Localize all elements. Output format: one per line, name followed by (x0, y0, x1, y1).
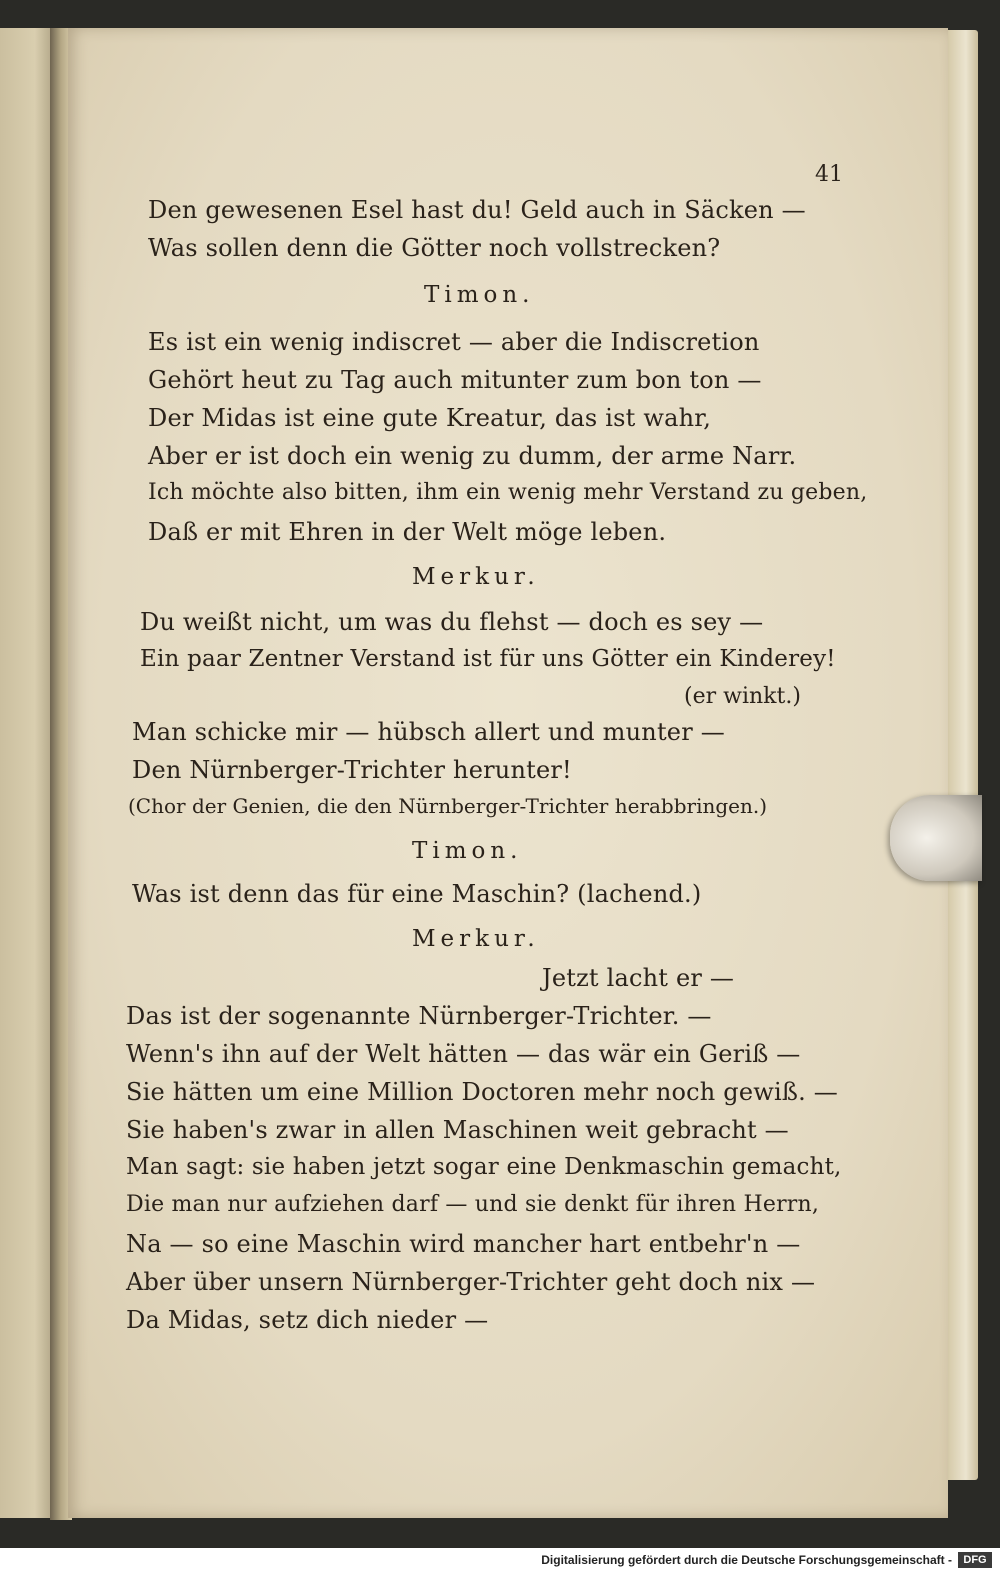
verse-line: Ich möchte also bitten, ihm ein wenig mehr Verstand zu geben, (148, 480, 868, 505)
verse-line: Aber über unsern Nürnberger-Trichter geht doch nix — (126, 1268, 816, 1296)
footer-credit: Digitalisierung gefördert durch die Deutsche Forschungsgemeinschaft - (541, 1553, 952, 1567)
stage-direction: (er winkt.) (684, 684, 801, 709)
verse-line: Na — so eine Maschin wird mancher hart entbehr'n — (126, 1230, 801, 1258)
stage-direction: (Chor der Genien, die den Nürnberger-Trichter herabbringen.) (128, 794, 768, 818)
verse-line: Das ist der sogenannte Nürnberger-Trichter. — (126, 1002, 712, 1030)
verse-line: Der Midas ist eine gute Kreatur, das ist wahr, (148, 404, 712, 432)
verse-line: Du weißt nicht, um was du flehst — doch es sey — (140, 608, 764, 636)
speaker-name: Merkur. (412, 564, 540, 590)
verse-line: Gehört heut zu Tag auch mitunter zum bon ton — (148, 366, 762, 394)
verse-line: Ein paar Zentner Verstand ist für uns Götter ein Kinderey! (140, 646, 836, 672)
speaker-name: Merkur. (412, 926, 540, 952)
speaker-name: Timon. (424, 282, 535, 308)
verse-line: Was sollen denn die Götter noch vollstrecken? (148, 234, 721, 262)
verse-line: Den Nürnberger-Trichter herunter! (132, 756, 572, 784)
verse-line: Da Midas, setz dich nieder — (126, 1306, 489, 1334)
verse-line: Daß er mit Ehren in der Welt möge leben. (148, 518, 667, 546)
page-number: 41 (815, 162, 843, 187)
verse-line: Was ist denn das für eine Maschin? (lachend.) (132, 880, 702, 908)
verse-line: Wenn's ihn auf der Welt hätten — das wär ein Geriß — (126, 1040, 801, 1068)
speaker-name: Timon. (412, 838, 523, 864)
verse-line: Sie haben's zwar in allen Maschinen weit gebracht — (126, 1116, 789, 1144)
verse-line: Es ist ein wenig indiscret — aber die Indiscretion (148, 328, 760, 356)
verse-line: Jetzt lacht er — (542, 964, 735, 992)
verse-line: Aber er ist doch ein wenig zu dumm, der arme Narr. (148, 442, 797, 470)
verse-line: Man sagt: sie haben jetzt sogar eine Denkmaschin gemacht, (126, 1154, 842, 1180)
verse-line: Die man nur aufziehen darf — und sie denkt für ihren Herrn, (126, 1192, 820, 1217)
dfg-logo: DFG (958, 1552, 992, 1568)
page-clip-tab (890, 795, 982, 881)
verse-line: Man schicke mir — hübsch allert und munter — (132, 718, 725, 746)
verse-line: Den gewesenen Esel hast du! Geld auch in Säcken — (148, 196, 806, 224)
verse-line: Sie hätten um eine Million Doctoren mehr noch gewiß. — (126, 1078, 838, 1106)
